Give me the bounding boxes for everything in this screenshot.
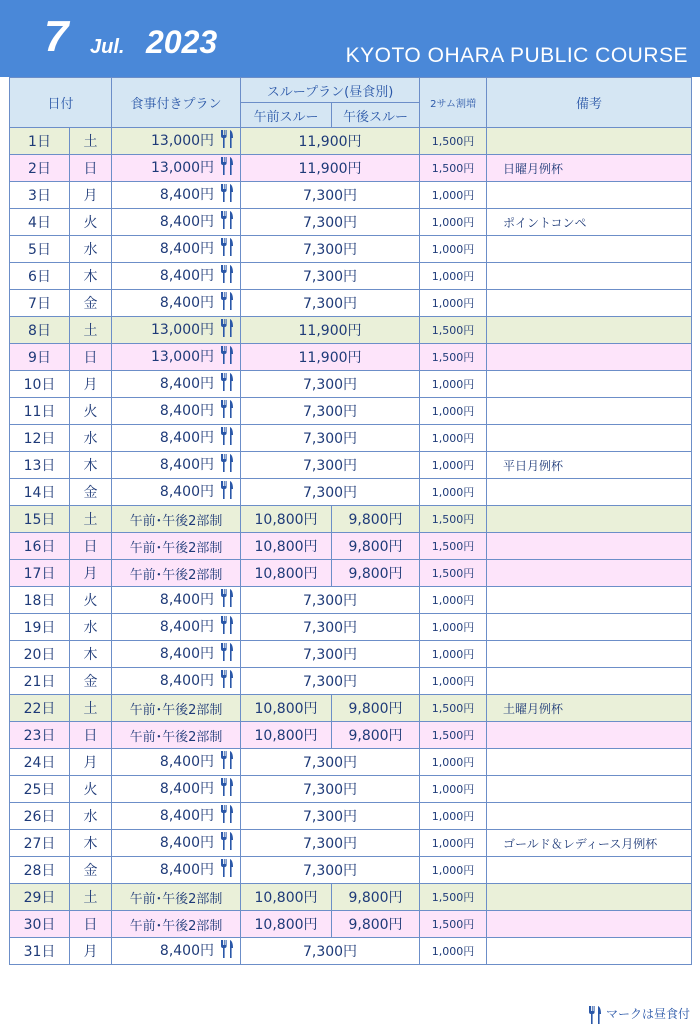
meal-plan-cell: 午前･午後2部制 xyxy=(112,533,241,560)
col-header-notes: 備考 xyxy=(487,78,692,128)
twosome-cell: 1,000円 xyxy=(420,425,487,452)
weekday-cell: 日 xyxy=(70,155,112,182)
meal-price: 8,400円 xyxy=(159,484,215,500)
thru-plan-cell: 7,300円 xyxy=(241,263,420,290)
weekday-cell: 水 xyxy=(70,236,112,263)
weekday-cell: 火 xyxy=(70,209,112,236)
note-cell xyxy=(487,317,692,344)
fork-knife-icon xyxy=(220,616,234,638)
weekday-cell: 水 xyxy=(70,614,112,641)
note-cell xyxy=(487,668,692,695)
table-row xyxy=(10,263,692,290)
fork-knife-icon xyxy=(220,589,234,611)
weekday-cell: 金 xyxy=(70,668,112,695)
note-cell xyxy=(487,884,692,911)
weekday-cell: 木 xyxy=(70,641,112,668)
table-row xyxy=(10,209,692,236)
fork-knife-icon xyxy=(220,832,234,854)
twosome-cell: 1,500円 xyxy=(420,155,487,182)
table-row xyxy=(10,533,692,560)
meal-plan-cell: 午前･午後2部制 xyxy=(112,695,241,722)
twosome-cell: 1,500円 xyxy=(420,317,487,344)
twosome-cell: 1,500円 xyxy=(420,128,487,155)
note-cell xyxy=(487,290,692,317)
meal-price: 8,400円 xyxy=(159,268,215,284)
meal-plan-cell xyxy=(112,857,241,884)
meal-price: 8,400円 xyxy=(159,808,215,824)
pm-thru-cell: 9,800円 xyxy=(332,911,420,938)
date-cell: 6日 xyxy=(10,263,70,290)
date-cell: 8日 xyxy=(10,317,70,344)
meal-plan-cell xyxy=(112,236,241,263)
course-name: KYOTO OHARA PUBLIC COURSE xyxy=(345,44,688,67)
meal-price: 8,400円 xyxy=(159,430,215,446)
table-row xyxy=(10,749,692,776)
weekday-cell: 月 xyxy=(70,749,112,776)
twosome-cell: 1,000円 xyxy=(420,263,487,290)
twosome-cell: 1,000円 xyxy=(420,182,487,209)
meal-plan-cell xyxy=(112,803,241,830)
thru-plan-cell: 7,300円 xyxy=(241,830,420,857)
thru-plan-cell: 7,300円 xyxy=(241,479,420,506)
meal-price: 8,400円 xyxy=(159,646,215,662)
weekday-cell: 木 xyxy=(70,830,112,857)
weekday-cell: 日 xyxy=(70,911,112,938)
fork-knife-icon xyxy=(220,373,234,395)
year: 2023 xyxy=(146,24,218,60)
thru-plan-cell: 7,300円 xyxy=(241,938,420,965)
meal-plan-cell xyxy=(112,668,241,695)
meal-plan-cell xyxy=(112,641,241,668)
col-header-am-thru: 午前スルー xyxy=(241,103,332,128)
month-abbr: Jul. xyxy=(90,36,125,58)
twosome-cell: 1,000円 xyxy=(420,452,487,479)
date-cell: 21日 xyxy=(10,668,70,695)
note-cell: 土曜月例杯 xyxy=(487,695,692,722)
weekday-cell: 水 xyxy=(70,425,112,452)
legend xyxy=(588,1005,690,1024)
date-cell: 31日 xyxy=(10,938,70,965)
weekday-cell: 月 xyxy=(70,182,112,209)
twosome-cell: 1,000円 xyxy=(420,857,487,884)
note-cell: 平日月例杯 xyxy=(487,452,692,479)
weekday-cell: 月 xyxy=(70,371,112,398)
meal-price: 13,000円 xyxy=(151,349,215,365)
date-cell: 9日 xyxy=(10,344,70,371)
note-cell xyxy=(487,398,692,425)
table-row xyxy=(10,425,692,452)
date-cell: 11日 xyxy=(10,398,70,425)
date-cell: 5日 xyxy=(10,236,70,263)
fork-knife-icon xyxy=(220,319,234,341)
twosome-cell: 1,000円 xyxy=(420,749,487,776)
twosome-cell: 1,000円 xyxy=(420,236,487,263)
note-cell: ポイントコンペ xyxy=(487,209,692,236)
table-row xyxy=(10,155,692,182)
meal-plan-cell xyxy=(112,938,241,965)
note-cell xyxy=(487,938,692,965)
date-cell: 27日 xyxy=(10,830,70,857)
fork-knife-icon xyxy=(220,481,234,503)
fork-knife-icon xyxy=(220,400,234,422)
note-cell xyxy=(487,263,692,290)
fork-knife-icon xyxy=(220,130,234,152)
twosome-cell: 1,000円 xyxy=(420,209,487,236)
date-cell: 4日 xyxy=(10,209,70,236)
am-thru-cell: 10,800円 xyxy=(241,884,332,911)
meal-plan-cell xyxy=(112,155,241,182)
twosome-cell: 1,000円 xyxy=(420,641,487,668)
table-row xyxy=(10,317,692,344)
twosome-cell: 1,500円 xyxy=(420,722,487,749)
date-cell: 3日 xyxy=(10,182,70,209)
date-cell: 15日 xyxy=(10,506,70,533)
meal-price: 8,400円 xyxy=(159,781,215,797)
note-cell xyxy=(487,776,692,803)
table-row xyxy=(10,128,692,155)
twosome-cell: 1,500円 xyxy=(420,695,487,722)
weekday-cell: 日 xyxy=(70,533,112,560)
weekday-cell: 土 xyxy=(70,128,112,155)
weekday-cell: 金 xyxy=(70,290,112,317)
col-header-date: 日付 xyxy=(10,78,112,128)
am-thru-cell: 10,800円 xyxy=(241,722,332,749)
meal-price: 8,400円 xyxy=(159,376,215,392)
fee-table-body xyxy=(10,128,692,965)
table-row xyxy=(10,884,692,911)
meal-price: 8,400円 xyxy=(159,187,215,203)
table-row xyxy=(10,722,692,749)
meal-plan-cell xyxy=(112,425,241,452)
date-cell: 29日 xyxy=(10,884,70,911)
fork-knife-icon xyxy=(220,940,234,962)
table-row xyxy=(10,236,692,263)
twosome-cell: 1,000円 xyxy=(420,371,487,398)
meal-price: 8,400円 xyxy=(159,862,215,878)
table-row xyxy=(10,371,692,398)
note-cell xyxy=(487,722,692,749)
table-row xyxy=(10,938,692,965)
am-thru-cell: 10,800円 xyxy=(241,911,332,938)
thru-plan-cell: 7,300円 xyxy=(241,209,420,236)
meal-price: 13,000円 xyxy=(151,160,215,176)
meal-plan-cell: 午前･午後2部制 xyxy=(112,506,241,533)
twosome-cell: 1,000円 xyxy=(420,479,487,506)
pm-thru-cell: 9,800円 xyxy=(332,884,420,911)
table-row xyxy=(10,857,692,884)
weekday-cell: 日 xyxy=(70,722,112,749)
thru-plan-cell: 7,300円 xyxy=(241,398,420,425)
note-cell xyxy=(487,749,692,776)
note-cell xyxy=(487,479,692,506)
table-row xyxy=(10,344,692,371)
weekday-cell: 土 xyxy=(70,317,112,344)
table-row xyxy=(10,911,692,938)
fork-knife-icon xyxy=(220,346,234,368)
table-row xyxy=(10,641,692,668)
meal-price: 8,400円 xyxy=(159,403,215,419)
month-number: 7 xyxy=(44,12,69,61)
meal-price: 8,400円 xyxy=(159,592,215,608)
table-row xyxy=(10,182,692,209)
table-row xyxy=(10,776,692,803)
am-thru-cell: 10,800円 xyxy=(241,533,332,560)
meal-plan-cell: 午前･午後2部制 xyxy=(112,722,241,749)
weekday-cell: 火 xyxy=(70,398,112,425)
twosome-cell: 1,500円 xyxy=(420,911,487,938)
weekday-cell: 日 xyxy=(70,344,112,371)
meal-price: 8,400円 xyxy=(159,241,215,257)
note-cell xyxy=(487,587,692,614)
note-cell xyxy=(487,128,692,155)
meal-price: 13,000円 xyxy=(151,133,215,149)
weekday-cell: 金 xyxy=(70,857,112,884)
thru-plan-cell: 7,300円 xyxy=(241,749,420,776)
note-cell xyxy=(487,560,692,587)
note-cell xyxy=(487,371,692,398)
meal-plan-cell xyxy=(112,830,241,857)
weekday-cell: 土 xyxy=(70,506,112,533)
fork-knife-icon xyxy=(220,265,234,287)
table-row xyxy=(10,290,692,317)
note-cell xyxy=(487,857,692,884)
date-cell: 1日 xyxy=(10,128,70,155)
twosome-cell: 1,500円 xyxy=(420,884,487,911)
fork-knife-icon xyxy=(220,778,234,800)
note-cell xyxy=(487,344,692,371)
table-row xyxy=(10,398,692,425)
twosome-cell: 1,000円 xyxy=(420,803,487,830)
meal-plan-cell xyxy=(112,317,241,344)
note-cell xyxy=(487,236,692,263)
thru-plan-cell: 7,300円 xyxy=(241,776,420,803)
weekday-cell: 木 xyxy=(70,263,112,290)
fork-knife-icon xyxy=(220,859,234,881)
meal-plan-cell xyxy=(112,452,241,479)
meal-price: 8,400円 xyxy=(159,673,215,689)
fork-knife-icon xyxy=(220,454,234,476)
date-cell: 28日 xyxy=(10,857,70,884)
date-cell: 13日 xyxy=(10,452,70,479)
thru-plan-cell: 7,300円 xyxy=(241,290,420,317)
thru-plan-cell: 7,300円 xyxy=(241,371,420,398)
weekday-cell: 火 xyxy=(70,587,112,614)
thru-plan-cell: 7,300円 xyxy=(241,857,420,884)
meal-plan-cell xyxy=(112,749,241,776)
meal-price: 8,400円 xyxy=(159,214,215,230)
date-cell: 14日 xyxy=(10,479,70,506)
weekday-cell: 月 xyxy=(70,560,112,587)
meal-plan-cell xyxy=(112,479,241,506)
table-row xyxy=(10,668,692,695)
thru-plan-cell: 7,300円 xyxy=(241,641,420,668)
col-header-thru-plan: スループラン(昼食別) xyxy=(241,78,420,103)
twosome-cell: 1,000円 xyxy=(420,398,487,425)
meal-price: 8,400円 xyxy=(159,835,215,851)
thru-plan-cell: 11,900円 xyxy=(241,155,420,182)
date-cell: 25日 xyxy=(10,776,70,803)
weekday-cell: 土 xyxy=(70,695,112,722)
header-banner xyxy=(0,0,700,77)
thru-plan-cell: 7,300円 xyxy=(241,452,420,479)
meal-price: 8,400円 xyxy=(159,457,215,473)
thru-plan-cell: 7,300円 xyxy=(241,668,420,695)
meal-plan-cell xyxy=(112,398,241,425)
pm-thru-cell: 9,800円 xyxy=(332,506,420,533)
col-header-pm-thru: 午後スルー xyxy=(332,103,420,128)
note-cell xyxy=(487,182,692,209)
meal-price: 8,400円 xyxy=(159,619,215,635)
thru-plan-cell: 7,300円 xyxy=(241,614,420,641)
date-cell: 26日 xyxy=(10,803,70,830)
note-cell xyxy=(487,803,692,830)
date-cell: 2日 xyxy=(10,155,70,182)
table-row xyxy=(10,803,692,830)
meal-plan-cell xyxy=(112,776,241,803)
fork-knife-icon xyxy=(220,805,234,827)
thru-plan-cell: 11,900円 xyxy=(241,344,420,371)
date-cell: 20日 xyxy=(10,641,70,668)
col-header-meal-plan: 食事付きプラン xyxy=(112,78,241,128)
table-row xyxy=(10,452,692,479)
meal-plan-cell xyxy=(112,263,241,290)
date-cell: 7日 xyxy=(10,290,70,317)
meal-plan-cell xyxy=(112,587,241,614)
date-cell: 30日 xyxy=(10,911,70,938)
col-header-twosome: 2サム割増 xyxy=(420,78,487,128)
meal-price: 13,000円 xyxy=(151,322,215,338)
date-cell: 10日 xyxy=(10,371,70,398)
twosome-cell: 1,000円 xyxy=(420,290,487,317)
meal-price: 8,400円 xyxy=(159,754,215,770)
twosome-cell: 1,000円 xyxy=(420,938,487,965)
fork-knife-icon xyxy=(220,427,234,449)
date-cell: 18日 xyxy=(10,587,70,614)
meal-plan-cell xyxy=(112,344,241,371)
weekday-cell: 金 xyxy=(70,479,112,506)
date-cell: 23日 xyxy=(10,722,70,749)
note-cell xyxy=(487,641,692,668)
twosome-cell: 1,000円 xyxy=(420,614,487,641)
meal-plan-cell: 午前･午後2部制 xyxy=(112,911,241,938)
table-row xyxy=(10,587,692,614)
date-cell: 17日 xyxy=(10,560,70,587)
note-cell xyxy=(487,911,692,938)
thru-plan-cell: 7,300円 xyxy=(241,182,420,209)
thru-plan-cell: 7,300円 xyxy=(241,236,420,263)
date-cell: 19日 xyxy=(10,614,70,641)
note-cell xyxy=(487,533,692,560)
fork-knife-icon xyxy=(588,1006,602,1024)
meal-plan-cell xyxy=(112,371,241,398)
pm-thru-cell: 9,800円 xyxy=(332,560,420,587)
pm-thru-cell: 9,800円 xyxy=(332,722,420,749)
table-row xyxy=(10,479,692,506)
fork-knife-icon xyxy=(220,238,234,260)
fork-knife-icon xyxy=(220,643,234,665)
twosome-cell: 1,000円 xyxy=(420,830,487,857)
thru-plan-cell: 11,900円 xyxy=(241,317,420,344)
meal-plan-cell xyxy=(112,182,241,209)
note-cell xyxy=(487,425,692,452)
meal-plan-cell: 午前･午後2部制 xyxy=(112,884,241,911)
twosome-cell: 1,000円 xyxy=(420,587,487,614)
meal-plan-cell xyxy=(112,290,241,317)
table-row xyxy=(10,506,692,533)
meal-plan-cell xyxy=(112,614,241,641)
note-cell xyxy=(487,614,692,641)
note-cell: 日曜月例杯 xyxy=(487,155,692,182)
meal-plan-cell xyxy=(112,128,241,155)
twosome-cell: 1,500円 xyxy=(420,533,487,560)
meal-price: 8,400円 xyxy=(159,295,215,311)
am-thru-cell: 10,800円 xyxy=(241,560,332,587)
pm-thru-cell: 9,800円 xyxy=(332,533,420,560)
meal-price: 8,400円 xyxy=(159,943,215,959)
note-cell: ゴールド＆レディース月例杯 xyxy=(487,830,692,857)
am-thru-cell: 10,800円 xyxy=(241,695,332,722)
weekday-cell: 火 xyxy=(70,776,112,803)
thru-plan-cell: 7,300円 xyxy=(241,803,420,830)
thru-plan-cell: 7,300円 xyxy=(241,425,420,452)
table-row xyxy=(10,830,692,857)
fork-knife-icon xyxy=(220,670,234,692)
thru-plan-cell: 11,900円 xyxy=(241,128,420,155)
weekday-cell: 土 xyxy=(70,884,112,911)
weekday-cell: 水 xyxy=(70,803,112,830)
table-row xyxy=(10,614,692,641)
table-row xyxy=(10,560,692,587)
weekday-cell: 木 xyxy=(70,452,112,479)
date-cell: 22日 xyxy=(10,695,70,722)
legend-text: マークは昼食付 xyxy=(605,1007,690,1021)
date-cell: 16日 xyxy=(10,533,70,560)
thru-plan-cell: 7,300円 xyxy=(241,587,420,614)
twosome-cell: 1,000円 xyxy=(420,776,487,803)
fork-knife-icon xyxy=(220,157,234,179)
twosome-cell: 1,500円 xyxy=(420,506,487,533)
twosome-cell: 1,500円 xyxy=(420,344,487,371)
meal-plan-cell: 午前･午後2部制 xyxy=(112,560,241,587)
weekday-cell: 月 xyxy=(70,938,112,965)
meal-plan-cell xyxy=(112,209,241,236)
table-row xyxy=(10,695,692,722)
fork-knife-icon xyxy=(220,211,234,233)
pm-thru-cell: 9,800円 xyxy=(332,695,420,722)
fork-knife-icon xyxy=(220,751,234,773)
date-cell: 12日 xyxy=(10,425,70,452)
twosome-cell: 1,500円 xyxy=(420,560,487,587)
fork-knife-icon xyxy=(220,184,234,206)
fork-knife-icon xyxy=(220,292,234,314)
fee-table xyxy=(9,77,692,965)
note-cell xyxy=(487,506,692,533)
twosome-cell: 1,000円 xyxy=(420,668,487,695)
date-cell: 24日 xyxy=(10,749,70,776)
am-thru-cell: 10,800円 xyxy=(241,506,332,533)
